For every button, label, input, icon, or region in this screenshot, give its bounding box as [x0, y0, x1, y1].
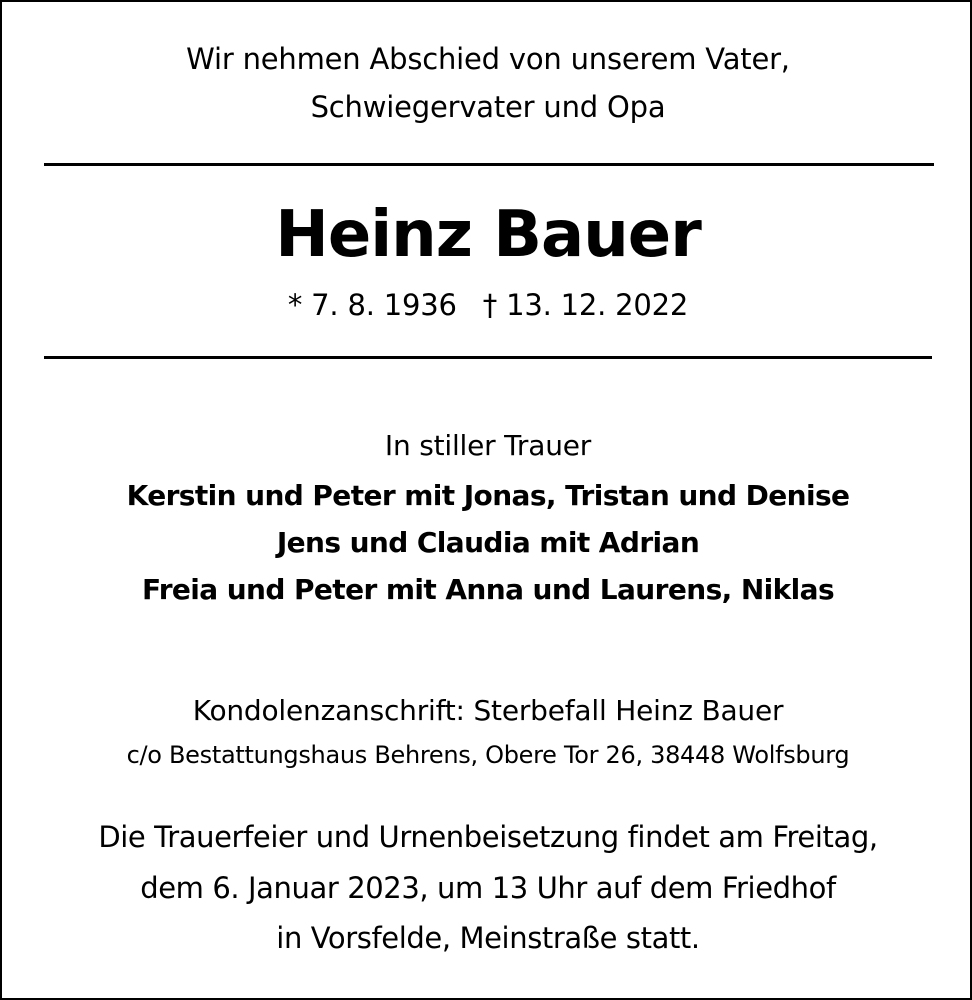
- intro-line-2: Schwiegervater und Opa: [310, 90, 666, 124]
- family-line-2: Jens und Claudia mit Adrian: [276, 526, 700, 559]
- condolence-address-line-2: c/o Bestattungshaus Behrens, Obere Tor 26, 38448 Wolfsburg: [126, 741, 850, 769]
- death-date: † 13. 12. 2022: [482, 288, 689, 322]
- service-line-3: in Vorsfelde, Meinstraße statt.: [276, 921, 700, 955]
- family-line-1: Kerstin und Peter mit Jonas, Tristan und Denise: [126, 479, 850, 512]
- family-line-3: Freia und Peter mit Anna und Laurens, Niklas: [141, 573, 835, 606]
- service-line-2: dem 6. Januar 2023, um 13 Uhr auf dem Friedhof: [140, 871, 836, 905]
- intro-line-1: Wir nehmen Abschied von unserem Vater,: [186, 42, 790, 76]
- bottom-divider: [44, 356, 932, 359]
- birth-date: * 7. 8. 1936: [287, 288, 457, 322]
- mourning-heading: In stiller Trauer: [384, 429, 592, 462]
- life-dates: [2, 288, 972, 322]
- deceased-name: Heinz Bauer: [275, 198, 701, 272]
- service-line-1: Die Trauerfeier und Urnenbeisetzung findet am Freitag,: [98, 820, 878, 854]
- top-divider: [44, 163, 934, 166]
- condolence-address-line-1: Kondolenzanschrift: Sterbefall Heinz Bauer: [192, 694, 784, 727]
